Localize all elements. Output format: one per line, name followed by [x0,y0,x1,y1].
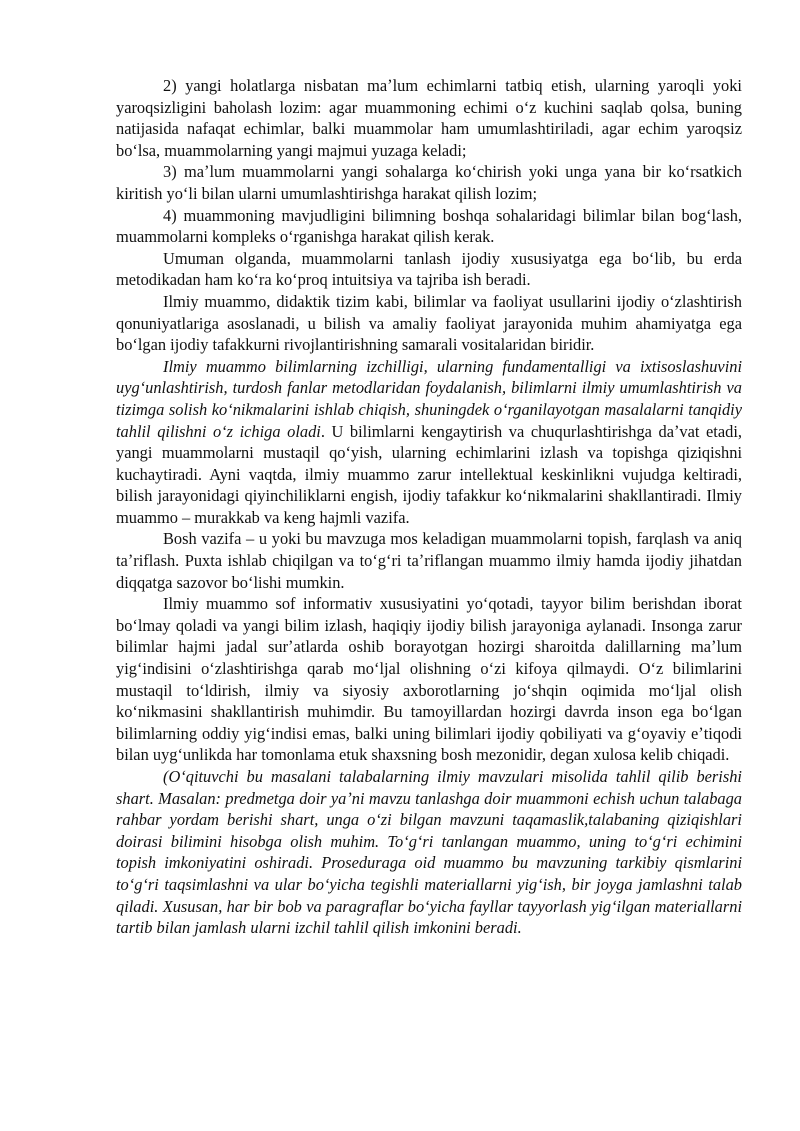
paragraph-text: Ilmiy muammo, didaktik tizim kabi, bilimlar va faoliyat usullarini ijodiy oʻzlashtirish qonuniyatlariga asoslanadi, u bilish va amaliy faoliyat jarayonida muhim ahamiyatga ega boʻlgan ijodiy tafakkurni rivojlantirishning samarali vositalaridan biridir. [116,291,742,355]
paragraph-7 [116,528,742,593]
paragraph-text: Ilmiy muammo sof informativ xususiyatini yoʻqotadi, tayyor bilim berishdan iborat boʻlmay qoladi va yangi bilim izlash, haqiqiy ijodiy bilish jarayoniga aylanadi. Insonga zarur bilimlar hajmi jadal surʼatlarda oshib borayotgan hozirgi sharoitda dalillarning maʼlum yigʻindisini oʻzlashtirishga qarab moʻljal olishning oʻzi kifoya qilmaydi. Oʻz bilimlarini mustaqil toʻldirish, ilmiy va siyosiy axborotlarning joʻshqin oqimida moʻljal olish koʻnikmasini shakllantirish muhimdir. Bu tamoyillardan hozirgi davrda inson ega boʻlgan bilimlarning oddiy yigʻindisi emas, balki uning bilimlari ijodiy qobiliyati va gʻoyaviy eʼtiqodi bilan uygʻunlikda har tomonlama etuk shaxsning bosh mezonidir, degan xulosa kelib chiqadi. [116,594,742,765]
document-page [116,75,742,939]
paragraph-italic-text: (Oʻqituvchi bu masalani talabalarning ilmiy mavzulari misolida tahlil qilib berishi shart. Masalan: predmetga doir yaʼni mavzu tanlashga doir muammoni echish uchun talabaga rahbar yordam berishi shart, unga oʻzi bilgan mavzuni taqamaslik,talabaning qiziqishlari doirasi bilimini hisobga olish muhim. Toʻgʻri tanlangan muammo, uning toʻgʻri echimini topish imkoniyatini oshiradi. Proseduraga oid muammo bu mavzuning tarkibiy qismlarini toʻgʻri taqsimlashni va ular boʻyicha tegishli materiallarni yigʻish, bir joyga jamlashni talab qiladi. Xususan, har bir bob va paragraflar boʻyicha fayllar tayyorlash yigʻilgan materiallarni tartib bilan jamlash ularni izchil tahlil qilish imkonini beradi. [116,767,742,938]
paragraph-text: 3) maʼlum muammolarni yangi sohalarga koʻchirish yoki unga yana bir koʻrsatkich kiritish yoʻli bilan ularni umumlashtirishga harakat qilish lozim; [116,162,742,203]
paragraph-2 [116,161,742,204]
paragraph-text: Umuman olganda, muammolarni tanlash ijodiy xususiyatga ega boʻlib, bu erda metodikadan ham koʻra koʻproq intuitsiya va tajriba ish beradi. [116,248,742,290]
paragraph-4 [116,248,742,291]
paragraph-5 [116,291,742,356]
paragraph-italic-text: Ilmiy muammo bilimlarning izchilligi, ularning fundamentalligi va ixtisoslashuvini uygʻunlashtirish, turdosh fanlar metodlaridan foydalanish, bilimlarni ilmiy umumlashtirish va tizimga solish koʻnikmalarini ishlab chiqish, shuningdek oʻrganilayotgan masalalarni tanqidiy tahlil qilishni oʻz ichiga oladi [116,356,742,441]
paragraph-9 [116,766,742,939]
paragraph-text: . U bilimlarni kengaytirish va chuqurlashtirishga daʼvat etadi, yangi muammolarni mustaqil qoʻyish, ularning echimlarini izlash va topishga qiziqishni kuchaytiradi. Ayni vaqtda, ilmiy muammo zarur intellektual keskinlikni vujudga keltiradi, bilish jarayonidagi qiyinchiliklarni engish, ijodiy tafakkur koʻnikmalarini shakllantiradi. Ilmiy muammo – murakkab va keng hajmli vazifa. [116,421,742,527]
paragraph-text: Bosh vazifa – u yoki bu mavzuga mos keladigan muammolarni topish, farqlash va aniq taʼriflash. Puxta ishlab chiqilgan va toʻgʻri taʼriflangan muammo ilmiy hamda ijodiy jihatdan diqqatga sazovor boʻlishi mumkin. [116,529,742,592]
paragraph-text: 2) yangi holatlarga nisbatan maʼlum echimlarni tatbiq etish, ularning yaroqli yoki yaroqsizligini baholash lozim: agar muammoning echimi oʻz kuchini saqlab qolsa, buning natijasida nafaqat echimlar, balki muammolar ham umumlashtiriladi, agar echim yaroqsiz boʻlsa, muammolarning yangi majmui yuzaga keladi; [116,76,742,160]
paragraph-text: 4) muammoning mavjudligini bilimning boshqa sohalaridagi bilimlar bilan bogʻlash, muammolarni kompleks oʻrganishga harakat qilish kerak. [116,205,742,247]
paragraph-3 [116,205,742,248]
paragraph-8 [116,593,742,766]
paragraph-6 [116,356,742,529]
paragraph-1 [116,75,742,161]
